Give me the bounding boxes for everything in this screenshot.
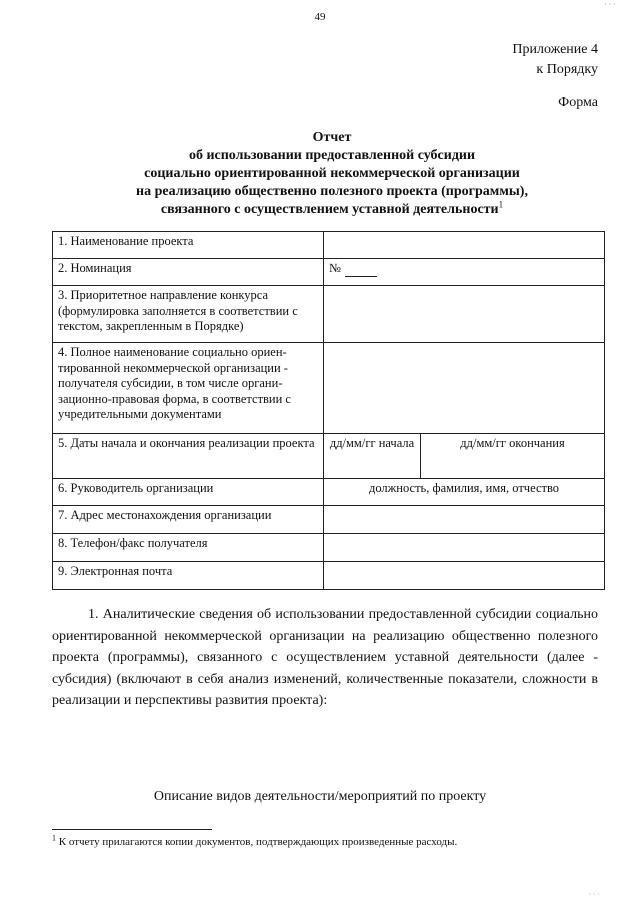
row-value-priority-direction[interactable] — [324, 286, 605, 343]
row-value-director[interactable]: должность, фамилия, имя, отчество — [324, 479, 605, 506]
row-value-end-date[interactable]: дд/мм/гг окончания — [421, 434, 605, 479]
title-line-2: об использовании предоставленной субсидии — [188, 148, 476, 163]
appendix-header — [512, 40, 598, 80]
appendix-line-1: Приложение 4 — [512, 42, 598, 57]
row-label-address: 7. Адрес местонахождения организации — [53, 506, 324, 534]
title-line-3: социально ориентированной некоммерческой организации — [144, 166, 520, 181]
page-number: 49 — [314, 11, 326, 23]
row-value-email[interactable] — [324, 562, 605, 590]
footnote-divider — [52, 829, 212, 830]
form-label: Форма — [558, 95, 598, 110]
title-line-5-text: связанного с осуществлением уставной деятельности — [160, 202, 499, 217]
title-line-1: Отчет — [312, 130, 352, 145]
row-label-project-name: 1. Наименование проекта — [53, 232, 324, 259]
row-label-nomination: 2. Номинация — [53, 259, 324, 286]
row-label-organization-name: 4. Полное наименование социально ориентированной некоммерческой организации - получателя субсидии, в том числе организационно-правовая форма, в соответствии с учредительными документами — [53, 343, 324, 434]
row-value-organization-name[interactable] — [324, 343, 605, 434]
table-row — [53, 286, 605, 343]
appendix-line-2: к Порядку — [536, 62, 598, 77]
footnote — [52, 833, 612, 848]
footnote-text: К отчету прилагаются копии документов, подтверждающих произведенные расходы. — [58, 836, 458, 848]
row-label-priority-direction: 3. Приоритетное направление конкурса (формулировка заполняется в соответствии с текстом, закрепленным в Порядке) — [53, 286, 324, 343]
title-line-5 — [60, 201, 604, 219]
title-footnote-mark: 1 — [498, 199, 504, 210]
report-info-table — [52, 231, 605, 590]
table-row — [53, 259, 605, 286]
title-line-4: на реализацию общественно полезного проекта (программы), — [136, 184, 528, 199]
bottom-scan-mark: · · · — [588, 890, 600, 899]
row-value-phone-fax[interactable] — [324, 534, 605, 562]
nomination-number-sign: № — [329, 261, 341, 275]
report-title — [60, 129, 604, 219]
table-row — [53, 506, 605, 534]
row-label-email: 9. Электронная почта — [53, 562, 324, 590]
nomination-blank-line — [345, 264, 377, 277]
row-label-project-dates: 5. Даты начала и окончания реализации проекта — [53, 434, 324, 479]
row-value-address[interactable] — [324, 506, 605, 534]
footnote-mark: 1 — [52, 833, 56, 843]
analytics-paragraph: 1. Аналитические сведения об использовании предоставленной субсидии социально ориентированной некоммерческой организации на реализацию общественно полезного проекта (программы), связанного с осуществлением уставной деятельности (далее - субсидия) (включают в себя анализ изменений, количественные показатели, сложности в реализации и перспективы развития проекта): — [52, 607, 598, 708]
table-row — [53, 479, 605, 506]
table-row — [53, 343, 605, 434]
table-row — [53, 232, 605, 259]
row-value-project-name[interactable] — [324, 232, 605, 259]
row-label-director: 6. Руководитель организации — [53, 479, 324, 506]
corner-scan-mark: · · · — [604, 0, 616, 9]
row-value-nomination[interactable] — [324, 259, 605, 286]
row-label-phone-fax: 8. Телефон/факс получателя — [53, 534, 324, 562]
table-row — [53, 534, 605, 562]
activities-subheading: Описание видов деятельности/мероприятий по проекту — [153, 789, 487, 804]
table-row — [53, 434, 605, 479]
row-value-start-date[interactable]: дд/мм/гг начала — [324, 434, 421, 479]
table-row — [53, 562, 605, 590]
